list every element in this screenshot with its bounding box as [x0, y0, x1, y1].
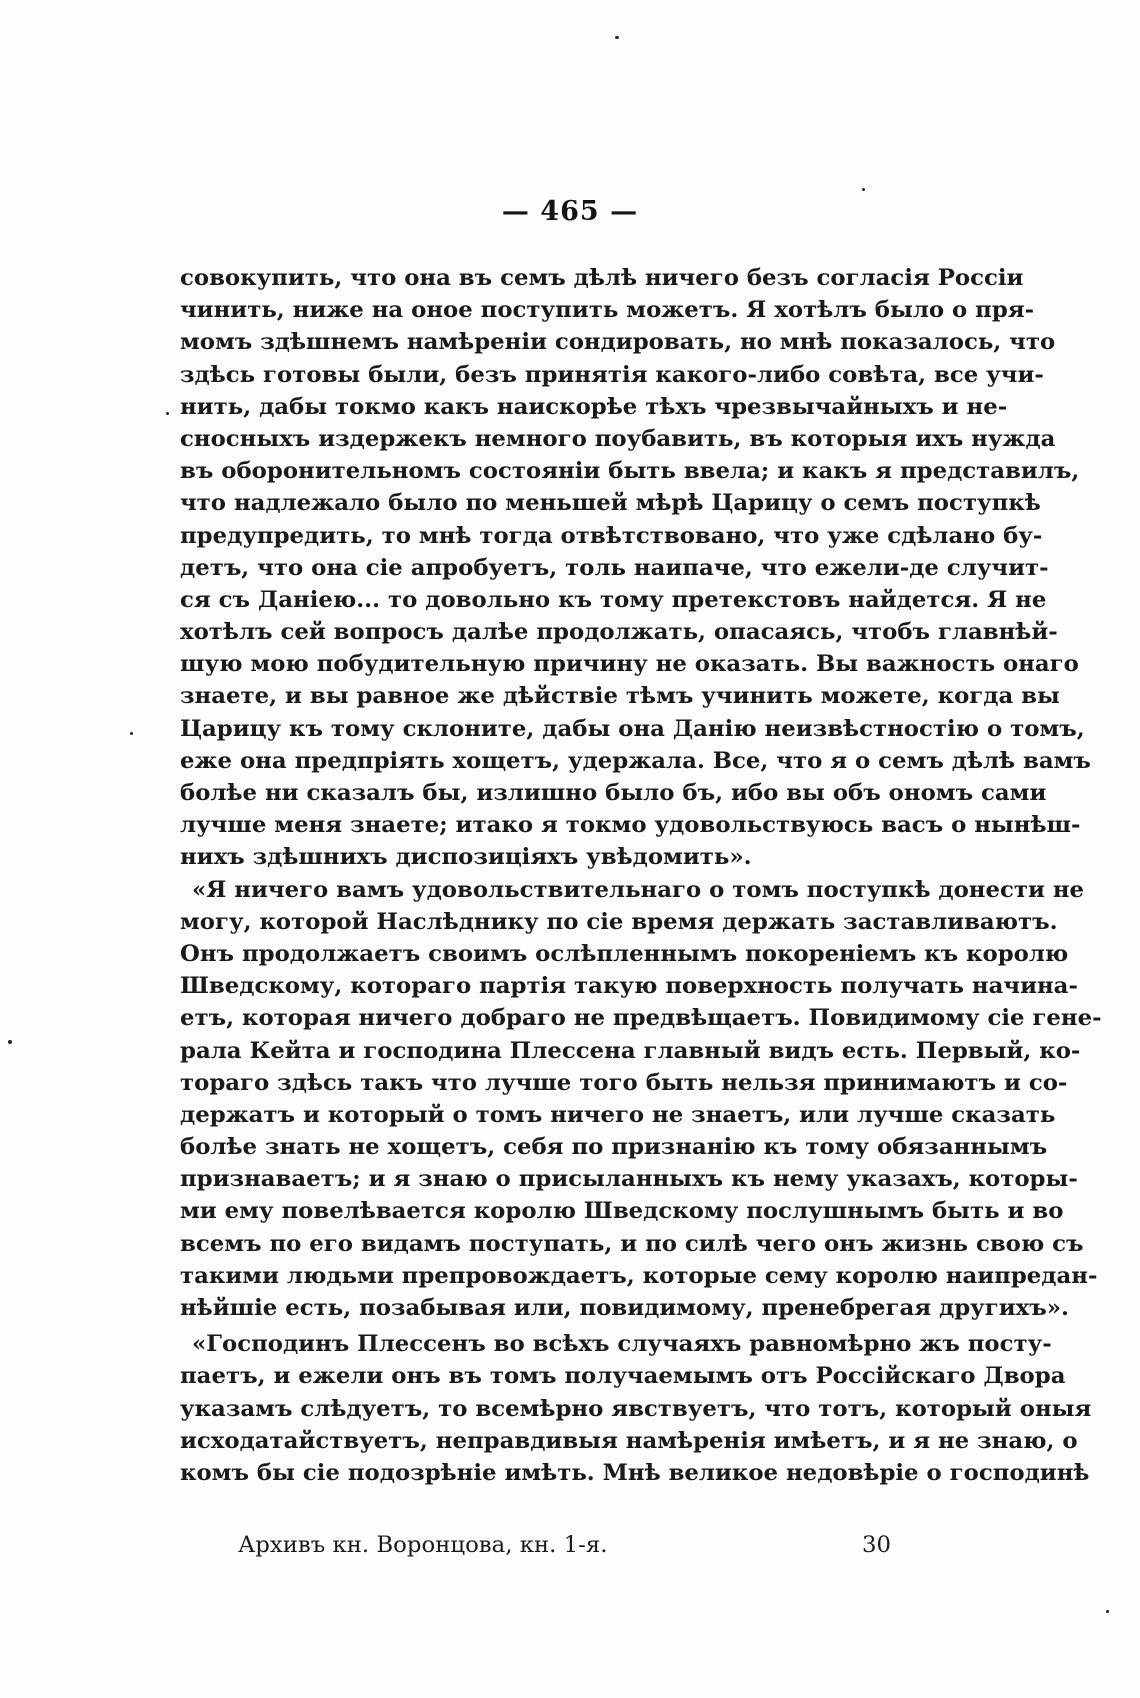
text-line: етъ, которая ничего добраго не предвѣщаетъ. Повидимому сіе гене- [180, 1005, 1102, 1032]
paragraph-2 [180, 874, 1102, 1325]
text-line: шую мою побудительную причину не оказать. Вы важность онаго [180, 651, 1079, 678]
paragraph-3 [180, 1328, 1092, 1489]
text-line: тораго здѣсь такъ что лучше того быть нельзя принимаютъ и со- [180, 1069, 1068, 1096]
text-line: всемъ по его видамъ поступать, и по силѣ чего онъ жизнь свою съ [180, 1230, 1084, 1257]
text-line: еже она предпріять хощетъ, удержала. Все, что я о семъ дѣлѣ вамъ [180, 747, 1091, 774]
text-line: совокупить, что она въ семъ дѣлѣ ничего безъ согласія Россіи [180, 265, 1024, 291]
text-line: лучше меня знаете; итако я токмо удовольствуюсь васъ о нынѣш- [180, 812, 1081, 839]
scan-speck [8, 1040, 12, 1044]
scan-speck [615, 36, 619, 39]
text-line: хотѣлъ сей вопросъ далѣе продолжать, опасаясь, чтобъ главнѣй- [180, 619, 1058, 646]
footer-sheet-mark: 30 [862, 1532, 892, 1558]
text-line: ми ему повелѣвается королю Шведскому послушнымъ быть и во [180, 1198, 1064, 1225]
paragraph-1 [180, 262, 1091, 874]
scan-speck [166, 412, 169, 415]
text-line: нѣйшіе есть, позабывая или, повидимому, пренебрегая другихъ». [180, 1295, 1069, 1321]
text-line: рала Кейта и господина Плессена главный видъ есть. Первый, ко- [180, 1037, 1081, 1064]
text-line: нихъ здѣшнихъ диспозиціяхъ увѣдомить». [180, 844, 752, 871]
text-line: комъ бы сіе подозрѣніе имѣть. Мнѣ великое недовѣріе о господинѣ [180, 1459, 1090, 1486]
text-line: момъ здѣшнемъ намѣреніи сондировать, но мнѣ показалось, что [180, 329, 1056, 356]
text-line: держатъ и который о томъ ничего не знаетъ, или лучше сказать [180, 1101, 1056, 1128]
text-line: Онъ продолжаетъ своимъ ослѣпленнымъ покореніемъ къ королю [180, 940, 1069, 967]
text-line: сносныхъ издержекъ немного поубавить, въ которыя ихъ нужда [180, 425, 1056, 452]
text-line: здѣсь готовы были, безъ принятія какого-либо совѣта, все учи- [180, 361, 1044, 388]
text-line: Царицу къ тому склоните, дабы она Данію неизвѣстностію о томъ, [180, 715, 1085, 742]
body-text [180, 262, 1102, 1489]
text-line: что надлежало было по меньшей мѣрѣ Царицу о семъ поступкѣ [180, 490, 1041, 517]
text-line: болѣе ни сказалъ бы, излишно было бъ, ибо вы объ ономъ сами [180, 780, 1047, 806]
text-line: указамъ слѣдуетъ, то всемѣрно явствуетъ, что тотъ, который оныя [180, 1395, 1092, 1422]
text-line: паетъ, и ежели онъ въ томъ получаемымъ отъ Россійскаго Двора [180, 1363, 1066, 1390]
text-line: признаваетъ; и я знаю о присыланныхъ къ нему указахъ, которы- [180, 1166, 1078, 1193]
text-line: детъ, что она сіе апробуетъ, толь наипаче, что ежели-де случит- [180, 554, 1049, 581]
text-line: нить, дабы токмо какъ наискорѣе тѣхъ чрезвычайныхъ и не- [180, 393, 1008, 420]
text-line: «Я ничего вамъ удовольствительнаго о томъ поступкѣ донести не [192, 876, 1085, 903]
page-number: — 465 — [501, 196, 639, 227]
text-line: исходатайствуетъ, неправдивыя намѣренія имѣетъ, и я не знаю, о [180, 1427, 1078, 1454]
footer-signature: Архивъ кн. Воронцова, кн. 1-я. [238, 1532, 608, 1558]
text-line: въ оборонительномъ состояніи быть ввела; и какъ я представилъ, [180, 458, 1080, 485]
text-line: могу, которой Наслѣднику по сіе время держать заставливаютъ. [180, 908, 1058, 935]
scan-speck [862, 188, 865, 191]
text-line: знаете, и вы равное же дѣйствіе тѣмъ учинить можете, когда вы [180, 683, 1060, 710]
scan-speck [130, 732, 133, 735]
text-line: болѣе знать не хощетъ, себя по признанію къ тому обязаннымъ [180, 1134, 1048, 1161]
text-line: «Господинъ Плессенъ во всѣхъ случаяхъ равномѣрно жъ посту- [192, 1331, 1052, 1358]
text-line: такими людьми препровождаетъ, которые сему королю наипредан- [180, 1262, 1098, 1289]
text-line: ся съ Даніею... то довольно къ тому претекстовъ найдется. Я не [180, 586, 1047, 613]
scan-speck [1106, 1610, 1109, 1613]
text-line: Шведскому, котораго партія такую поверхность получать начина- [180, 973, 1078, 1000]
text-line: предупредить, то мнѣ тогда отвѣтствовано, что уже сдѣлано бу- [180, 522, 1043, 549]
text-line: чинить, ниже на оное поступить можетъ. Я хотѣлъ было о пря- [180, 297, 1035, 324]
